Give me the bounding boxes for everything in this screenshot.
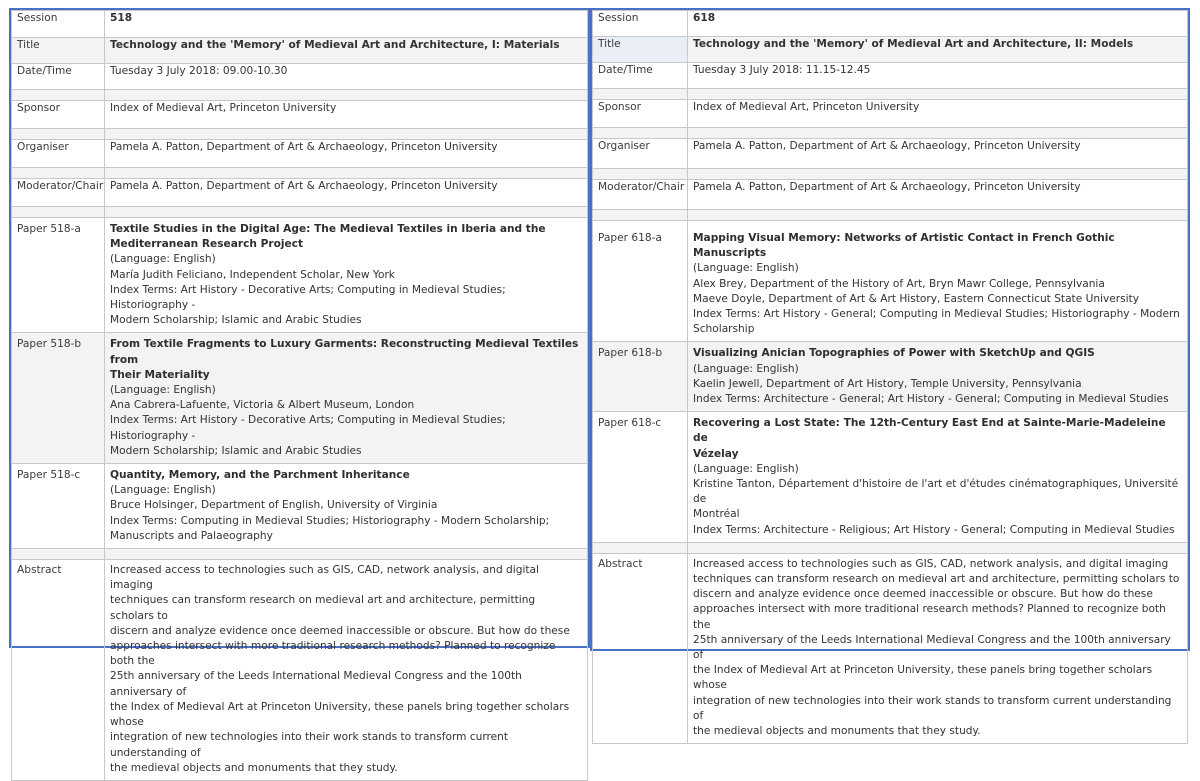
sponsor-value: Index of Medieval Art, Princeton University <box>105 101 588 129</box>
paper-language: (Language: English) <box>693 462 799 475</box>
paper-label: Paper 618-c <box>593 412 688 543</box>
session-518-panel <box>9 8 590 774</box>
abstract-line: techniques can transform research on medieval art and architecture, permitting scholars to <box>693 573 1180 586</box>
session-618-table <box>592 10 1188 744</box>
organiser-row <box>12 140 588 168</box>
spacer-row <box>12 168 588 179</box>
abstract-row <box>12 560 588 781</box>
paper-index-terms: Index Terms: Art History - Decorative Arts; Computing in Medieval Studies; Historiography - <box>110 283 506 312</box>
paper-author: Maeve Doyle, Department of Art & Art History, Eastern Connecticut State University <box>693 292 1140 305</box>
moderator-row <box>593 180 1188 210</box>
abstract-line: 25th anniversary of the Leeds International Medieval Congress and the 100th anniversary of <box>693 633 1171 662</box>
sponsor-label: Sponsor <box>593 100 688 128</box>
spacer-row <box>12 549 588 560</box>
spacer-row <box>12 207 588 218</box>
paper-details <box>688 221 1188 342</box>
paper-details <box>105 333 588 464</box>
organiser-value: Pamela A. Patton, Department of Art & Archaeology, Princeton University <box>105 140 588 168</box>
spacer-row <box>593 542 1188 553</box>
paper-details <box>105 218 588 333</box>
moderator-label: Moderator/Chair <box>12 179 105 207</box>
session-title: Technology and the 'Memory' of Medieval Art and Architecture, II: Models <box>688 37 1188 63</box>
paper-title: Visualizing Anician Topographies of Power with SketchUp and QGIS <box>693 347 1095 360</box>
paper-row <box>593 221 1188 342</box>
abstract-line: approaches intersect with more traditional research methods? Planned to recognize both the <box>110 640 556 668</box>
paper-language: (Language: English) <box>110 384 216 397</box>
abstract-label: Abstract <box>12 560 105 781</box>
paper-author: Bruce Holsinger, Department of English, University of Virginia <box>110 499 438 512</box>
session-label: Session <box>12 11 105 38</box>
abstract-line: techniques can transform research on medieval art and architecture, permitting scholars to <box>110 594 536 622</box>
session-row <box>12 11 588 38</box>
paper-index-terms: Index Terms: Architecture - General; Art History - General; Computing in Medieval Studies <box>693 393 1169 406</box>
paper-details <box>688 412 1188 543</box>
paper-index-terms: Index Terms: Art History - Decorative Arts; Computing in Medieval Studies; Historiography - <box>110 414 506 442</box>
abstract-line: approaches intersect with more traditional research methods? Planned to recognize both the <box>693 603 1166 631</box>
paper-language: (Language: English) <box>693 262 799 275</box>
title-row <box>593 37 1188 63</box>
paper-title: Vézelay <box>693 447 739 460</box>
paper-row <box>12 218 588 333</box>
datetime-row <box>12 64 588 90</box>
abstract-row <box>593 553 1188 743</box>
paper-index-terms: Manuscripts and Palaeography <box>110 529 273 542</box>
abstract-line: the medieval objects and monuments that they study. <box>693 725 981 738</box>
spacer-row <box>593 169 1188 180</box>
paper-index-terms: Index Terms: Computing in Medieval Studies; Historiography - Modern Scholarship; <box>110 514 550 527</box>
abstract-text <box>688 553 1188 743</box>
abstract-line: the Index of Medieval Art at Princeton University, these panels bring together scholars whose <box>693 664 1153 692</box>
session-518-table <box>11 10 588 781</box>
paper-label: Paper 518-c <box>12 464 105 549</box>
session-number: 518 <box>105 11 588 38</box>
spacer-row <box>593 89 1188 100</box>
paper-label: Paper 518-a <box>12 218 105 333</box>
spacer-row <box>12 90 588 101</box>
datetime-row <box>593 63 1188 89</box>
paper-author: Montréal <box>693 508 740 521</box>
paper-index-terms: Scholarship <box>693 323 755 336</box>
paper-title: Mapping Visual Memory: Networks of Artistic Contact in French Gothic Manuscripts <box>693 232 1115 260</box>
abstract-line: 25th anniversary of the Leeds International Medieval Congress and the 100th anniversary of <box>110 670 522 698</box>
session-row <box>593 11 1188 37</box>
paper-author: Alex Brey, Department of the History of Art, Bryn Mawr College, Pennsylvania <box>693 277 1105 290</box>
abstract-line: Increased access to technologies such as GIS, CAD, network analysis, and digital imaging <box>693 557 1169 570</box>
spacer-row <box>593 128 1188 139</box>
paper-label: Paper 618-b <box>593 342 688 412</box>
title-row <box>12 38 588 64</box>
moderator-label: Moderator/Chair <box>593 180 688 210</box>
abstract-line: the medieval objects and monuments that they study. <box>110 761 398 774</box>
title-label: Title <box>593 37 688 63</box>
paper-title: Textile Studies in the Digital Age: The Medieval Textiles in Iberia and the <box>110 223 546 235</box>
paper-title: Quantity, Memory, and the Parchment Inheritance <box>110 469 410 482</box>
paper-label: Paper 618-a <box>593 221 688 342</box>
session-number: 618 <box>688 11 1188 37</box>
session-title: Technology and the 'Memory' of Medieval Art and Architecture, I: Materials <box>105 38 588 64</box>
sponsor-value: Index of Medieval Art, Princeton University <box>688 100 1188 128</box>
abstract-label: Abstract <box>593 553 688 743</box>
paper-title: Mediterranean Research Project <box>110 238 304 251</box>
abstract-line: Increased access to technologies such as GIS, CAD, network analysis, and digital imaging <box>110 564 539 592</box>
spacer-row <box>593 210 1188 221</box>
sponsor-row <box>12 101 588 129</box>
paper-details <box>688 342 1188 412</box>
paper-title: From Textile Fragments to Luxury Garments: Reconstructing Medieval Textiles from <box>110 338 579 366</box>
paper-index-terms: Modern Scholarship; Islamic and Arabic Studies <box>110 314 362 327</box>
sponsor-label: Sponsor <box>12 101 105 129</box>
paper-index-terms: Modern Scholarship; Islamic and Arabic Studies <box>110 444 362 457</box>
paper-row <box>593 412 1188 543</box>
paper-language: (Language: English) <box>110 484 216 497</box>
moderator-row <box>12 179 588 207</box>
moderator-value: Pamela A. Patton, Department of Art & Archaeology, Princeton University <box>105 179 588 207</box>
abstract-line: discern and analyze evidence once deemed inaccessible or obscure. But how do these <box>693 588 1153 601</box>
paper-language: (Language: English) <box>693 362 799 375</box>
abstract-line: discern and analyze evidence once deemed inaccessible or obscure. But how do these <box>110 624 570 637</box>
paper-label: Paper 518-b <box>12 333 105 464</box>
abstract-line: the Index of Medieval Art at Princeton University, these panels bring together scholars whose <box>110 700 570 729</box>
paper-author: Kristine Tanton, Département d'histoire de l'art et d'études cinématographiques, Université de <box>693 478 1179 506</box>
organiser-label: Organiser <box>593 139 688 169</box>
spacer-row <box>12 129 588 140</box>
datetime-label: Date/Time <box>12 64 105 90</box>
paper-row <box>12 333 588 464</box>
paper-index-terms: Index Terms: Art History - General; Computing in Medieval Studies; Historiography - Modern <box>693 308 1180 321</box>
paper-title: Their Materiality <box>110 368 210 381</box>
moderator-value: Pamela A. Patton, Department of Art & Archaeology, Princeton University <box>688 180 1188 210</box>
paper-author: Kaelin Jewell, Department of Art History, Temple University, Pennsylvania <box>693 377 1082 390</box>
paper-title: Recovering a Lost State: The 12th-Century East End at Sainte-Marie-Madeleine de <box>693 417 1166 445</box>
paper-author: Ana Cabrera-Lafuente, Victoria & Albert Museum, London <box>110 399 415 412</box>
organiser-value: Pamela A. Patton, Department of Art & Archaeology, Princeton University <box>688 139 1188 169</box>
datetime-value: Tuesday 3 July 2018: 11.15-12.45 <box>688 63 1188 89</box>
datetime-label: Date/Time <box>593 63 688 89</box>
paper-row <box>593 342 1188 412</box>
paper-author: María Judith Feliciano, Independent Scholar, New York <box>110 268 395 281</box>
paper-row <box>12 464 588 549</box>
paper-language: (Language: English) <box>110 253 216 266</box>
datetime-value: Tuesday 3 July 2018: 09.00-10.30 <box>105 64 588 90</box>
abstract-text <box>105 560 588 781</box>
session-618-panel <box>590 8 1190 738</box>
sponsor-row <box>593 100 1188 128</box>
paper-index-terms: Index Terms: Architecture - Religious; Art History - General; Computing in Medieval Studies <box>693 523 1175 536</box>
organiser-row <box>593 139 1188 169</box>
session-label: Session <box>593 11 688 37</box>
title-label: Title <box>12 38 105 64</box>
organiser-label: Organiser <box>12 140 105 168</box>
abstract-line: integration of new technologies into their work stands to transform current understanding of <box>110 731 509 759</box>
abstract-line: integration of new technologies into their work stands to transform current understanding of <box>693 694 1172 722</box>
paper-details <box>105 464 588 549</box>
